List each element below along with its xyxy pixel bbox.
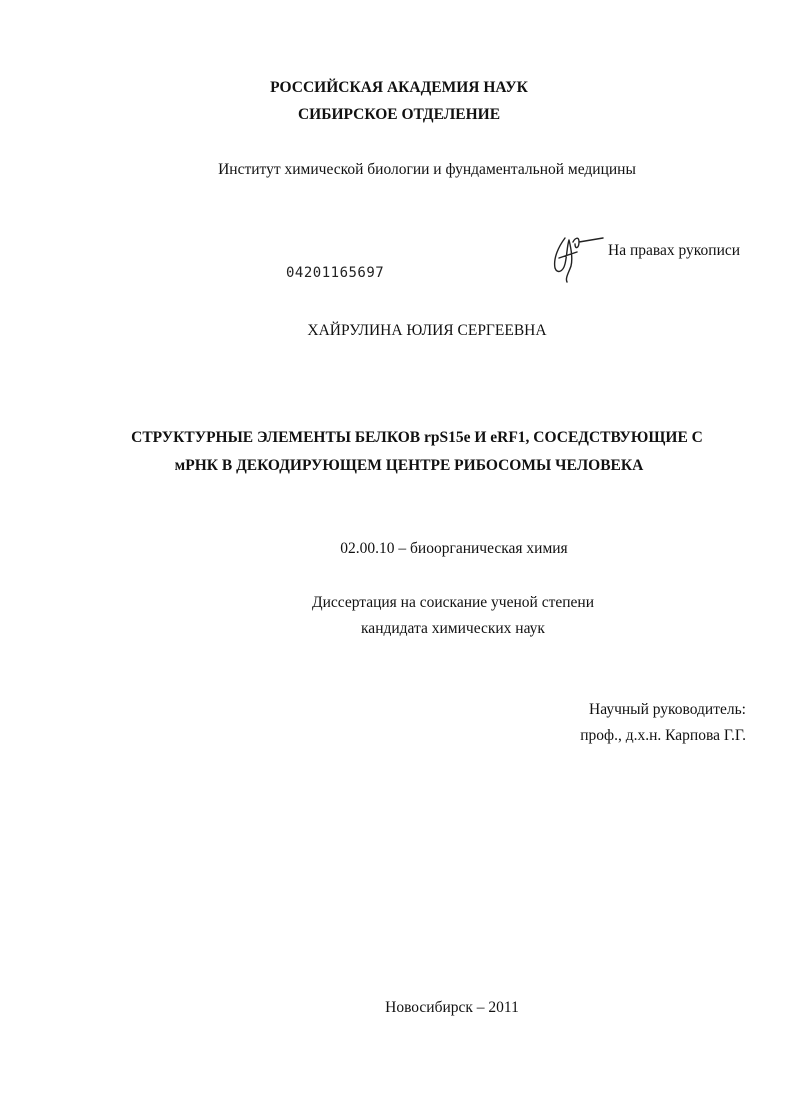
- degree-line-2: кандидата химических наук: [361, 620, 545, 637]
- degree-line-1: Диссертация на соискание ученой степени: [312, 594, 594, 611]
- specialty: 02.00.10 – биоорганическая химия: [340, 540, 568, 557]
- supervisor-name: проф., д.х.н. Карпова Г.Г.: [580, 727, 746, 744]
- signature-icon: [545, 228, 605, 286]
- branch-heading: СИБИРСКОЕ ОТДЕЛЕНИЕ: [297, 106, 501, 123]
- title-line-1: СТРУКТУРНЫЕ ЭЛЕМЕНТЫ БЕЛКОВ rpS15e И eRF1, СОСЕДСТВУЮЩИЕ С: [131, 429, 703, 446]
- city-year: Новосибирск – 2011: [385, 999, 519, 1016]
- academy-heading: РОССИЙСКАЯ АКАДЕМИЯ НАУК: [270, 79, 528, 96]
- institute-name: Институт химической биологии и фундаментальной медицины: [218, 161, 636, 178]
- supervisor-label: Научный руководитель:: [589, 701, 746, 718]
- title-line-2: мРНК В ДЕКОДИРУЮЩЕМ ЦЕНТРЕ РИБОСОМЫ ЧЕЛОВЕКА: [174, 457, 644, 474]
- rights-note: На правах рукописи: [608, 242, 741, 259]
- author-name: ХАЙРУЛИНА ЮЛИЯ СЕРГЕЕВНА: [307, 322, 547, 339]
- registration-number: 04201165697: [286, 265, 385, 281]
